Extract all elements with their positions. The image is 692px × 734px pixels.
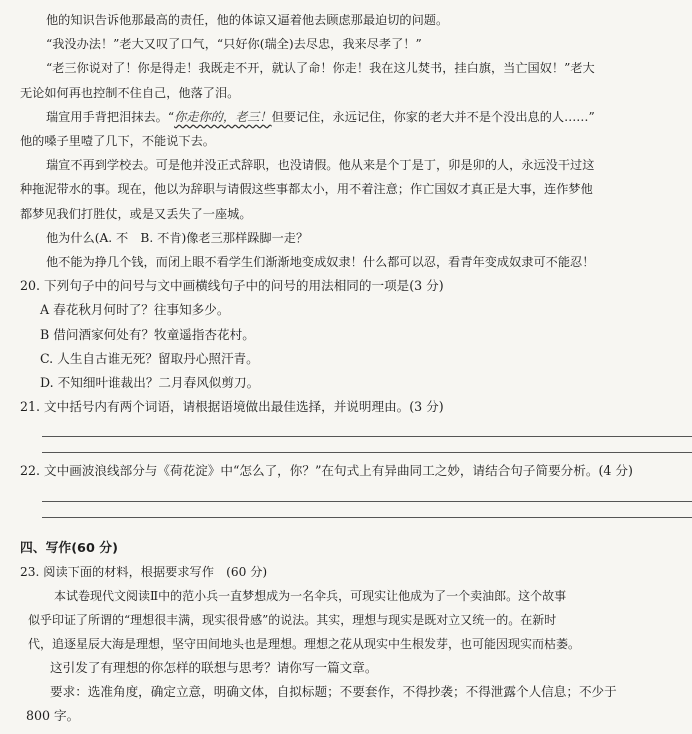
passage-line-5 <box>20 105 678 129</box>
answer-line <box>42 421 692 437</box>
passage-line-1: 他的知识告诉他那最高的责任，他的体谅又逼着他去顾虑那最迫切的问题。 <box>46 13 449 27</box>
material-line-1: 本试卷现代文阅读Ⅱ中的范小兵一直梦想成为一名伞兵，可现实让他成为了一个卖油郎。这个故事 <box>54 588 567 603</box>
question-23 <box>20 560 678 729</box>
material-line-2: 似乎印证了所谓的“理想很丰满，现实很骨感”的说法。其实，理想与现实是既对立又统一的。在新时 <box>28 612 557 627</box>
passage-line-9: 都梦见我们打胜仗，或是又丢失了一座城。 <box>20 206 252 221</box>
answer-line <box>42 486 692 502</box>
option-d-text: 不知细叶谁裁出？二月春风似剪刀。 <box>57 375 260 391</box>
answer-line <box>42 502 692 518</box>
answer-line <box>42 437 692 453</box>
answer-area-22[interactable] <box>42 486 692 518</box>
option-a-label: A <box>40 302 50 318</box>
passage-line-6: 他的嗓子里噎了几下，不能说下去。 <box>20 134 215 149</box>
passage-line-11: 他不能为挣几个钱，而闭上眼不看学生们渐渐地变成奴隶！什么都可以忍，看青年变成奴隶可不能忍！ <box>46 255 595 270</box>
passage-line-4: 无论如何再也控制不住自己，他落了泪。 <box>20 85 240 100</box>
option-b-label: B <box>40 326 50 342</box>
passage-line-2: “我没办法！”老大又叹了口气，“只好你(瑞全)去尽忠，我来尽孝了！” <box>46 37 422 52</box>
passage-line-5-a: 瑞宣用手背把泪抹去。“ <box>46 109 175 124</box>
material-line-3: 代，追逐星辰大海是理想，坚守田间地头也是理想。理想之花从现实中生根发芽，也可能因现实而枯萎。 <box>28 636 581 651</box>
option-a-text: 春花秋月何时了？往事知多少。 <box>53 302 230 318</box>
writing-requirements: 要求：选准角度，确定立意，明确文体，自拟标题；不要套作，不得抄袭；不得泄露个人信息；不少于 <box>50 684 617 700</box>
question-22-stem: 22. 文中画波浪线部分与《荷花淀》中“怎么了，你？”在句式上有异曲同工之妙，请结合句子简要分析。(4 分) <box>20 463 633 479</box>
option-c-label: C. <box>40 350 54 366</box>
question-20 <box>20 274 678 395</box>
question-23-stem: 23. 阅读下面的材料，根据要求写作 (60 分) <box>20 564 268 579</box>
passage-line-3: “老三你说对了！你是得走！我既走不开，就认了命！你走！我在这儿焚书，挂白旗，当亡国奴！”老大 <box>46 61 595 76</box>
wavy-underlined-sentence: 你走你的，老三！ <box>174 109 272 124</box>
question-20-stem: 20. 下列句子中的问号与文中画横线句子中的问号的用法相同的一项是(3 分) <box>20 278 444 294</box>
passage-line-7: 瑞宣不再到学校去。可是他并没正式辞职，也没请假。他从来是个丁是丁，卯是卯的人，永远没干过这 <box>46 158 595 173</box>
passage-line-10: 他为什么(A. 不 B. 不肯)像老三那样跺脚一走？ <box>46 230 309 245</box>
question-21-stem: 21. 文中括号内有两个词语，请根据语境做出最佳选择，并说明理由。(3 分) <box>20 399 444 415</box>
option-c-text: 人生自古谁无死？留取丹心照汗青。 <box>57 350 259 366</box>
option-b <box>20 323 678 347</box>
writing-prompt: 这引发了有理想的你怎样的联想与思考？请你写一篇文章。 <box>50 659 378 675</box>
option-c <box>20 347 678 371</box>
option-d-label: D. <box>40 375 54 391</box>
section-heading-writing: 四、写作(60 分) <box>20 540 118 556</box>
reading-passage <box>20 8 678 274</box>
question-21 <box>20 395 678 453</box>
option-d <box>20 371 678 395</box>
passage-line-8: 种拖泥带水的事。现在，他以为辞职与请假这些事都太小，用不着注意；作亡国奴才真正是大事，连作梦他 <box>20 182 593 197</box>
option-a <box>20 298 678 322</box>
answer-area-21[interactable] <box>42 421 692 453</box>
question-22 <box>20 459 678 517</box>
option-b-text: 借问酒家何处有？牧童遥指杏花村。 <box>53 326 255 342</box>
writing-word-count: 800 字。 <box>26 708 80 724</box>
passage-line-5-b: 但要记住，永远记住，你家的老大并不是个没出息的人……” <box>271 109 595 124</box>
